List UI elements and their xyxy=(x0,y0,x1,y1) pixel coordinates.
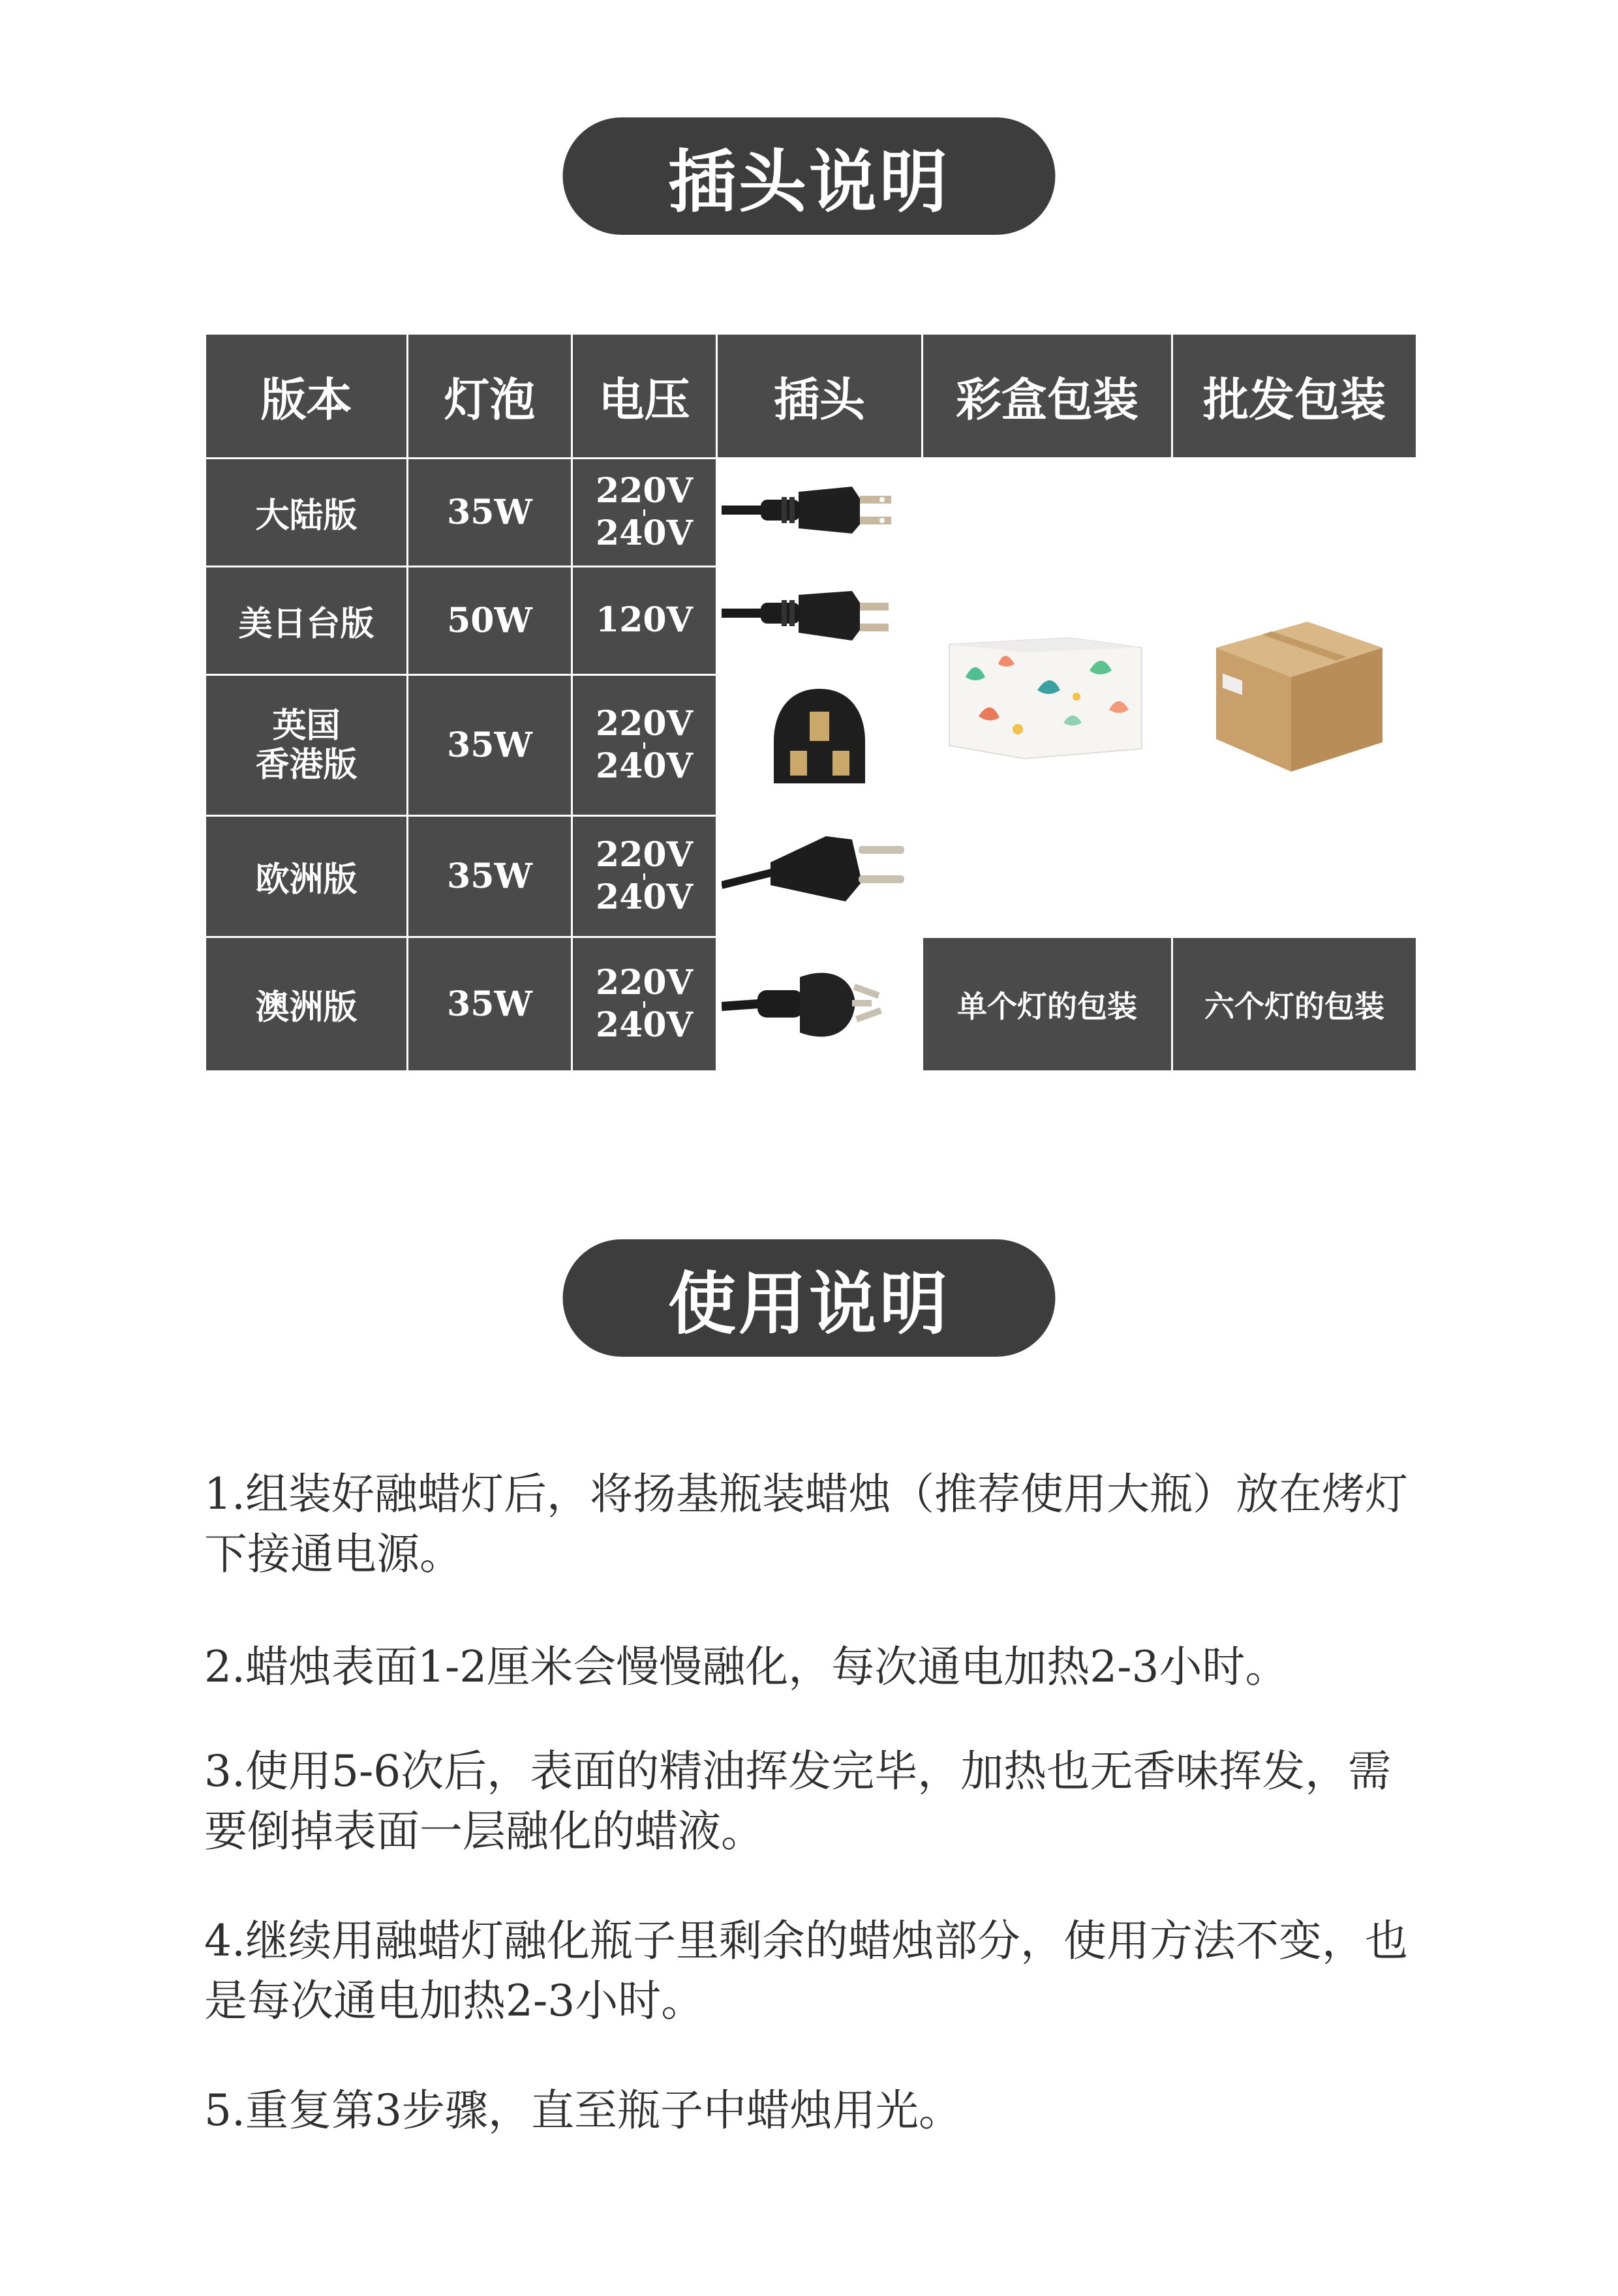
plug-cell xyxy=(717,937,923,1072)
instruction-2: 2.蜡烛表面1-2厘米会慢慢融化，每次通电加热2-3小时。 xyxy=(204,1642,1289,1692)
region-cell: 澳洲版 xyxy=(206,937,408,1072)
instruction-3: 3.使用5-6次后，表面的精油挥发完毕，加热也无香味挥发，需要倒掉表面一层融化的蜡液。 xyxy=(204,1746,1392,1856)
wholesale-box-image-cell xyxy=(1172,459,1417,937)
color-box-caption: 单个灯的包装 xyxy=(923,937,1172,1072)
voltage-top: 220V xyxy=(596,470,693,511)
header-plug: 插头 xyxy=(717,334,923,459)
region-cell: 欧洲版 xyxy=(206,816,408,937)
color-box-image-cell xyxy=(923,459,1172,937)
header-color-box: 彩盒包装 xyxy=(923,334,1172,459)
voltage-top: 120V xyxy=(596,600,693,641)
voltage-bottom: 240V xyxy=(596,877,693,917)
us-flat-two-pin-plug-icon xyxy=(722,567,917,665)
voltage-bottom: 240V xyxy=(596,513,693,553)
header-bulb: 灯泡 xyxy=(408,334,572,459)
region-line2: 香港版 xyxy=(255,744,358,785)
voltage-cell xyxy=(572,567,717,675)
instruction-5: 5.重复第3步骤，直至瓶子中蜡烛用光。 xyxy=(204,2085,962,2136)
bulb-cell: 50W xyxy=(408,567,572,675)
voltage-top: 220V xyxy=(596,834,693,875)
table-row xyxy=(206,937,1417,1072)
voltage-bottom: 240V xyxy=(596,746,693,786)
voltage-cell xyxy=(572,675,717,816)
voltage-top: 220V xyxy=(596,962,693,1003)
bulb-cell: 35W xyxy=(408,459,572,567)
plug-cell xyxy=(717,567,923,675)
uk-three-pin-plug-icon xyxy=(722,676,917,806)
usage-section-title: 使用说明 xyxy=(563,1239,1056,1357)
wholesale-caption: 六个灯的包装 xyxy=(1172,937,1417,1072)
region-cell xyxy=(206,675,408,816)
floral-gift-box-icon xyxy=(939,618,1155,768)
instruction-4: 4.继续用融蜡灯融化瓶子里剩余的蜡烛部分，使用方法不变，也是每次通电加热2-3小时。 xyxy=(204,1916,1408,2026)
table-row xyxy=(206,459,1417,567)
bulb-cell: 35W xyxy=(408,675,572,816)
eu-round-two-pin-plug-icon xyxy=(722,817,917,928)
plug-cell xyxy=(717,459,923,567)
voltage-top: 220V xyxy=(596,703,693,744)
header-wholesale: 批发包装 xyxy=(1172,334,1417,459)
us-flat-two-pin-plug-icon xyxy=(722,459,917,557)
voltage-cell xyxy=(572,459,717,567)
plug-section-title: 插头说明 xyxy=(563,117,1056,235)
region-cell: 美日台版 xyxy=(206,567,408,675)
voltage-cell xyxy=(572,937,717,1072)
region-line1: 英国 xyxy=(272,705,341,746)
bulb-cell: 35W xyxy=(408,937,572,1072)
au-angled-plug-icon xyxy=(722,938,917,1062)
voltage-cell xyxy=(572,816,717,937)
instruction-1: 1.组装好融蜡灯后，将扬基瓶装蜡烛（推荐使用大瓶）放在烤灯下接通电源。 xyxy=(204,1469,1408,1579)
header-voltage: 电压 xyxy=(572,334,717,459)
header-version: 版本 xyxy=(206,334,408,459)
cardboard-box-icon xyxy=(1197,602,1392,785)
spec-table xyxy=(204,333,1418,1072)
plug-cell xyxy=(717,816,923,937)
voltage-bottom: 240V xyxy=(596,1004,693,1045)
bulb-cell: 35W xyxy=(408,816,572,937)
plug-cell xyxy=(717,675,923,816)
table-header-row xyxy=(206,334,1417,459)
region-cell: 大陆版 xyxy=(206,459,408,567)
